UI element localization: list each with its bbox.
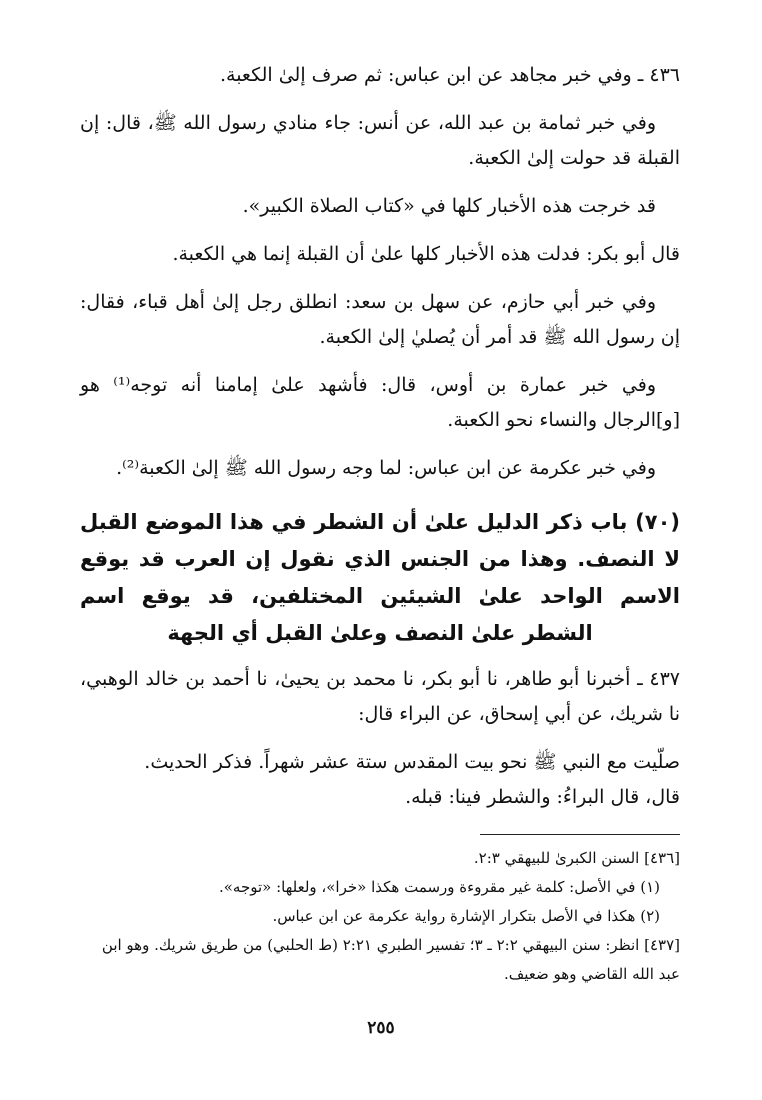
- paragraph-bara: قال، قال البراءُ: والشطر فينا: قبله.: [405, 786, 680, 808]
- footnote-divider: [480, 834, 680, 835]
- chapter-heading: (٧٠) باب ذكر الدليل علىٰ أن الشطر في هذا الموضع القبل لا النصف. وهذا من الجنس الذي نقول إن العرب قد يوقع الاسم الواحد علىٰ الشيئين المختلفين، قد يوقع اسم الشطر علىٰ النصف وعلىٰ القبل أي الجهة: [80, 510, 680, 645]
- hadith-437: ٤٣٧ ـ أخبرنا أبو طاهر، نا أبو بكر، نا محمد بن يحيىٰ، نا أحمد بن خالد الوهبي، نا شريك، عن أبي إسحاق، عن البراء قال:: [80, 668, 680, 725]
- paragraph-thumama: وفي خبر ثمامة بن عبد الله، عن أنس: جاء منادي رسول الله ﷺ، قال: إن القبلة قد حولت إلىٰ الكعبة.: [80, 112, 680, 169]
- footnote-436: [٤٣٦] السنن الكبرىٰ للبيهقي ٢:٣.: [473, 849, 680, 867]
- paragraph-kitab-salat: قد خرجت هذه الأخبار كلها في «كتاب الصلاة الكبير».: [242, 195, 656, 217]
- main-text: [80, 58, 680, 828]
- page-number: ٢٥٥: [367, 1018, 395, 1038]
- footnote-437: [٤٣٧] انظر: سنن البيهقي ٢:٢ ـ ٣؛ تفسير الطبري ٢:٢١ (ط الحلبي) من طريق شريك. وهو ابن عبد الله القاضي وهو ضعيف.: [101, 936, 680, 983]
- paragraph-abu-bakr: قال أبو بكر: فدلت هذه الأخبار كلها علىٰ أن القبلة إنما هي الكعبة.: [172, 243, 680, 265]
- footnote-2: (٢) هكذا في الأصل بتكرار الإشارة رواية عكرمة عن ابن عباس.: [272, 907, 660, 925]
- paragraph-prayer: صلّيت مع النبي ﷺ نحو بيت المقدس ستة عشر شهراً. فذكر الحديث.: [144, 751, 680, 773]
- footnote-1: (١) في الأصل: كلمة غير مقروءة ورسمت هكذا «خرا»، ولعلها: «توجه».: [218, 878, 660, 896]
- footnotes: [80, 844, 680, 989]
- hadith-436: ٤٣٦ ـ وفي خبر مجاهد عن ابن عباس: ثم صرف إلىٰ الكعبة.: [219, 64, 680, 86]
- paragraph-ikrima: وفي خبر عكرمة عن ابن عباس: لما وجه رسول الله ﷺ إلىٰ الكعبة⁽²⁾.: [116, 457, 656, 479]
- paragraph-abu-hazim: وفي خبر أبي حازم، عن سهل بن سعد: انطلق رجل إلىٰ أهل قباء، فقال: إن رسول الله ﷺ قد أمر أن يُصليٰ إلىٰ الكعبة.: [80, 291, 680, 348]
- paragraph-umara: وفي خبر عمارة بن أوس، قال: فأشهد علىٰ إمامنا أنه توجه⁽¹⁾ هو [و]الرجال والنساء نحو الكعبة.: [80, 374, 680, 431]
